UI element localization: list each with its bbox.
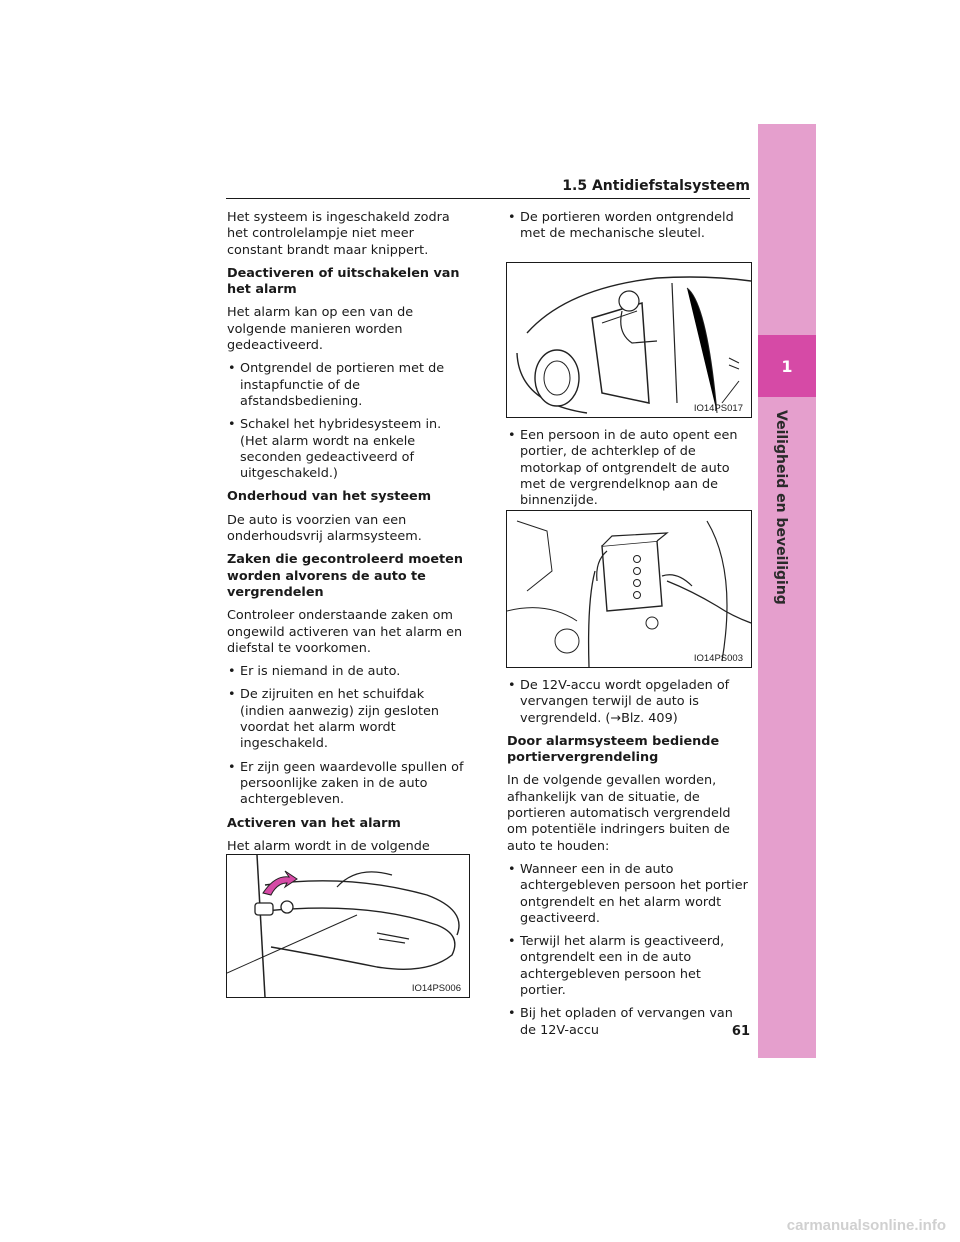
bullet-item: • Terwijl het alarm is geactiveerd, ontgrendelt een in de auto achtergebleven persoon het portier.	[507, 934, 749, 999]
bullet-item: • De 12V-accu wordt opgeladen of vervangen terwijl de auto is vergrendeld. (→Blz. 409)	[507, 678, 749, 727]
right-column-lower	[507, 678, 749, 1046]
figure-code: IO14PS017	[693, 403, 743, 414]
bullet-item: • Ontgrendel de portieren met de instapfunctie of de afstandsbediening.	[227, 361, 469, 410]
figure-code: IO14PS003	[693, 653, 743, 664]
door-handle-illustration	[227, 855, 469, 997]
bullet-item: • Bij het opladen of vervangen van de 12V-accu	[507, 1006, 749, 1039]
paragraph: Het alarm kan op een van de volgende manieren worden gedeactiveerd.	[227, 305, 414, 354]
figure-battery	[506, 510, 752, 668]
heading: Zaken die gecontroleerd moeten worden alvorens de auto te vergrendelen	[227, 552, 463, 600]
left-column	[227, 210, 469, 911]
paragraph: In de volgende gevallen worden, afhankelijk van de situatie, de portieren automatisch vergrendeld om potentiële indringers buiten de auto te houden:	[507, 773, 731, 854]
bullet-item: • De zijruiten en het schuifdak (indien aanwezig) zijn gesloten voordat het alarm wordt ingeschakeld.	[227, 687, 469, 752]
chapter-number: 1	[781, 356, 793, 376]
bullet-item: • Schakel het hybridesysteem in. (Het alarm wordt na enkele seconden gedeactiveerd of uitgeschakeld.)	[227, 417, 469, 482]
section-title: 1.5 Antidiefstalsysteem	[226, 178, 750, 199]
right-column-mid	[507, 428, 749, 516]
watermark-logo: carmanualsonline.info	[786, 1217, 946, 1234]
figure-person-opening-door	[506, 262, 752, 418]
heading: Onderhoud van het systeem	[227, 489, 432, 505]
bullet-item: • Wanneer een in de auto achtergebleven persoon het portier ontgrendelt en het alarm wordt geactiveerd.	[507, 862, 749, 927]
chapter-number-box	[758, 335, 816, 397]
chapter-title: Veiligheid en beveiliging	[773, 410, 789, 605]
paragraph: Het systeem is ingeschakeld zodra het controlelampje niet meer constant brandt maar knippert.	[227, 210, 450, 258]
right-column	[507, 210, 749, 250]
bullet-item: • Er is niemand in de auto.	[227, 664, 469, 680]
paragraph: Controleer onderstaande zaken om ongewild activeren van het alarm en diefstal te voorkomen.	[227, 608, 463, 656]
battery-illustration	[507, 511, 751, 667]
heading: Activeren van het alarm	[227, 815, 401, 831]
heading: Door alarmsysteem bediende portiervergrendeling	[507, 733, 720, 766]
bullet-item: • Er zijn geen waardevolle spullen of persoonlijke zaken in de auto achtergebleven.	[227, 760, 469, 809]
page-number: 61	[731, 1024, 750, 1039]
car-door-illustration	[507, 263, 751, 417]
figure-door-handle-key	[226, 854, 470, 998]
paragraph: Het alarm wordt in de volgende	[227, 838, 430, 854]
paragraph: De auto is voorzien van een onderhoudsvrij alarmsysteem.	[227, 512, 422, 545]
bullet-item: • De portieren worden ontgrendeld met de mechanische sleutel.	[507, 210, 749, 243]
heading: Deactiveren of uitschakelen van het alarm	[227, 265, 460, 298]
figure-code: IO14PS006	[411, 983, 461, 994]
bullet-item: • Een persoon in de auto opent een portier, de achterklep of de motorkap of ontgrendelt de auto met de vergrendelknop aan de binnenzijde.	[507, 428, 749, 509]
